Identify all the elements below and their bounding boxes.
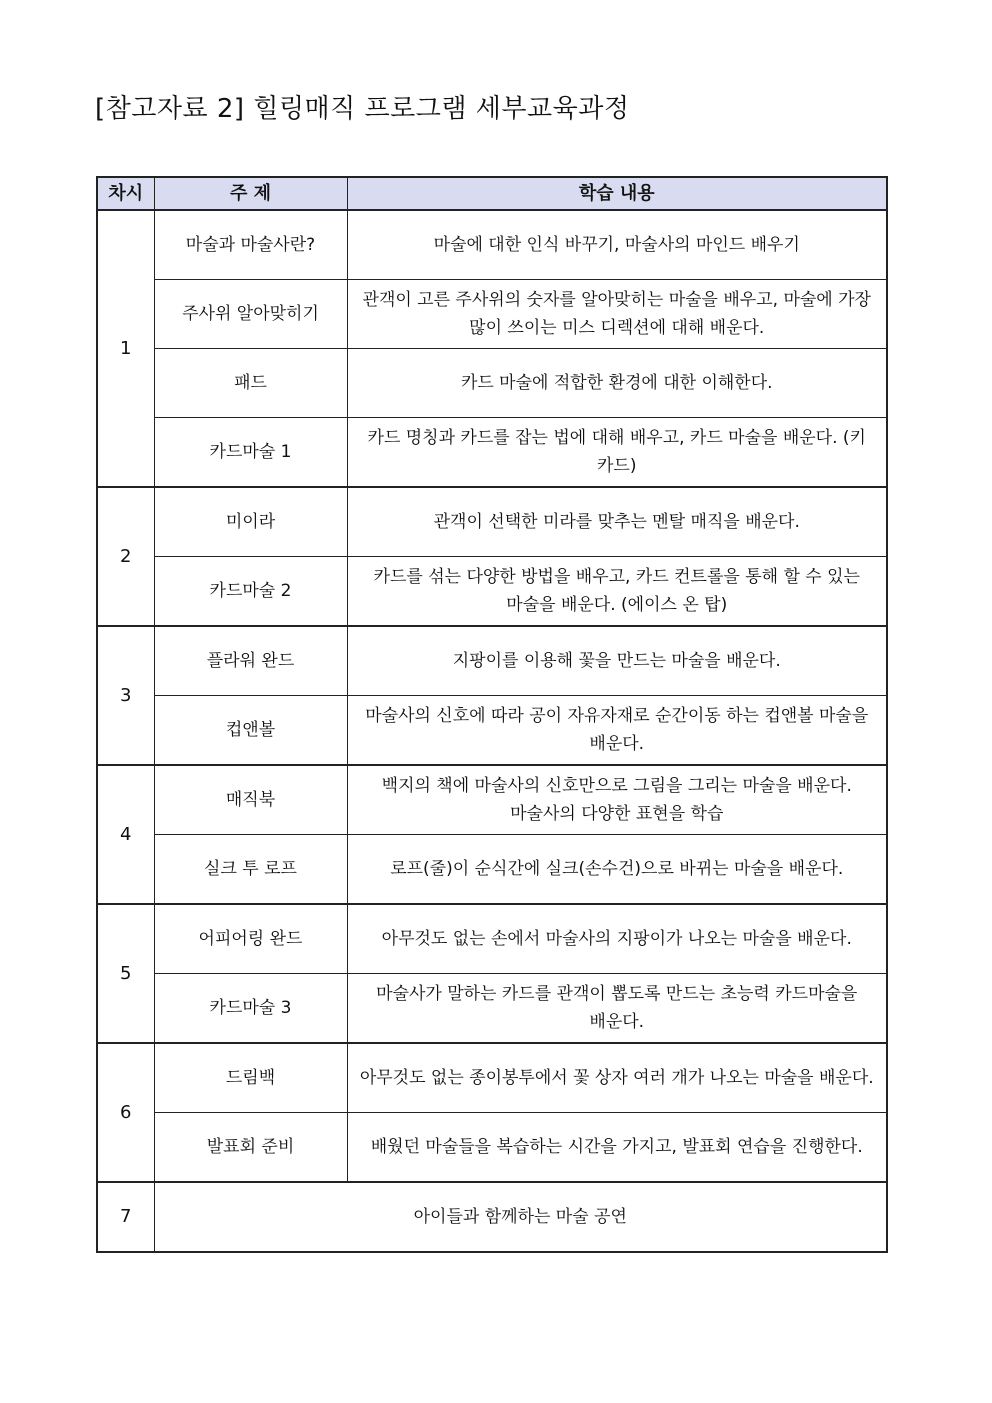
table-row bbox=[97, 835, 887, 905]
session-number: 5 bbox=[97, 904, 154, 1043]
table-row bbox=[97, 349, 887, 418]
topic-cell: 컵앤볼 bbox=[154, 696, 347, 766]
topic-cell: 플라워 완드 bbox=[154, 626, 347, 696]
topic-cell: 카드마술 1 bbox=[154, 418, 347, 488]
table-row bbox=[97, 1182, 887, 1252]
table-row bbox=[97, 765, 887, 835]
topic-cell: 발표회 준비 bbox=[154, 1113, 347, 1183]
table-row bbox=[97, 210, 887, 280]
content-cell: 관객이 고른 주사위의 숫자를 알아맞히는 마술을 배우고, 마술에 가장 많이 쓰이는 미스 디렉션에 대해 배운다. bbox=[347, 280, 887, 349]
content-cell: 카드 명칭과 카드를 잡는 법에 대해 배우고, 카드 마술을 배운다. (키 카드) bbox=[347, 418, 887, 488]
document-title: [참고자료 2] 힐링매직 프로그램 세부교육과정 bbox=[95, 94, 630, 124]
topic-cell: 카드마술 2 bbox=[154, 557, 347, 627]
table-row bbox=[97, 626, 887, 696]
content-cell: 아무것도 없는 종이봉투에서 꽃 상자 여러 개가 나오는 마술을 배운다. bbox=[347, 1043, 887, 1113]
table-header-row bbox=[97, 177, 887, 210]
content-cell: 아무것도 없는 손에서 마술사의 지팡이가 나오는 마술을 배운다. bbox=[347, 904, 887, 974]
topic-cell: 매직북 bbox=[154, 765, 347, 835]
content-cell: 마술사가 말하는 카드를 관객이 뽑도록 만드는 초능력 카드마술을 배운다. bbox=[347, 974, 887, 1044]
session-number: 3 bbox=[97, 626, 154, 765]
content-cell: 마술에 대한 인식 바꾸기, 마술사의 마인드 배우기 bbox=[347, 210, 887, 280]
table-row bbox=[97, 696, 887, 766]
topic-cell: 카드마술 3 bbox=[154, 974, 347, 1044]
session-number: 6 bbox=[97, 1043, 154, 1182]
session-number: 2 bbox=[97, 487, 154, 626]
table-row bbox=[97, 418, 887, 488]
table-row bbox=[97, 487, 887, 557]
session-number: 4 bbox=[97, 765, 154, 904]
final-content-cell: 아이들과 함께하는 마술 공연 bbox=[154, 1182, 887, 1252]
curriculum-table bbox=[96, 176, 888, 1253]
table-row bbox=[97, 904, 887, 974]
table-row bbox=[97, 280, 887, 349]
topic-cell: 어피어링 완드 bbox=[154, 904, 347, 974]
topic-cell: 패드 bbox=[154, 349, 347, 418]
content-cell: 지팡이를 이용해 꽃을 만드는 마술을 배운다. bbox=[347, 626, 887, 696]
header-content: 학습 내용 bbox=[347, 177, 887, 210]
topic-cell: 드림백 bbox=[154, 1043, 347, 1113]
content-cell: 카드 마술에 적합한 환경에 대한 이해한다. bbox=[347, 349, 887, 418]
topic-cell: 마술과 마술사란? bbox=[154, 210, 347, 280]
session-number: 1 bbox=[97, 210, 154, 487]
content-cell: 로프(줄)이 순식간에 실크(손수건)으로 바뀌는 마술을 배운다. bbox=[347, 835, 887, 905]
topic-cell: 실크 투 로프 bbox=[154, 835, 347, 905]
content-cell: 마술사의 신호에 따라 공이 자유자재로 순간이동 하는 컵앤볼 마술을 배운다. bbox=[347, 696, 887, 766]
header-session: 차시 bbox=[97, 177, 154, 210]
content-cell: 배웠던 마술들을 복습하는 시간을 가지고, 발표회 연습을 진행한다. bbox=[347, 1113, 887, 1183]
topic-cell: 주사위 알아맞히기 bbox=[154, 280, 347, 349]
content-cell: 카드를 섞는 다양한 방법을 배우고, 카드 컨트롤을 통해 할 수 있는 마술을 배운다. (에이스 온 탑) bbox=[347, 557, 887, 627]
session-number: 7 bbox=[97, 1182, 154, 1252]
content-cell: 백지의 책에 마술사의 신호만으로 그림을 그리는 마술을 배운다. 마술사의 다양한 표현을 학습 bbox=[347, 765, 887, 835]
content-cell: 관객이 선택한 미라를 맞추는 멘탈 매직을 배운다. bbox=[347, 487, 887, 557]
topic-cell: 미이라 bbox=[154, 487, 347, 557]
table-row bbox=[97, 974, 887, 1044]
table-row bbox=[97, 1043, 887, 1113]
table-row bbox=[97, 1113, 887, 1183]
table-row bbox=[97, 557, 887, 627]
header-topic: 주 제 bbox=[154, 177, 347, 210]
